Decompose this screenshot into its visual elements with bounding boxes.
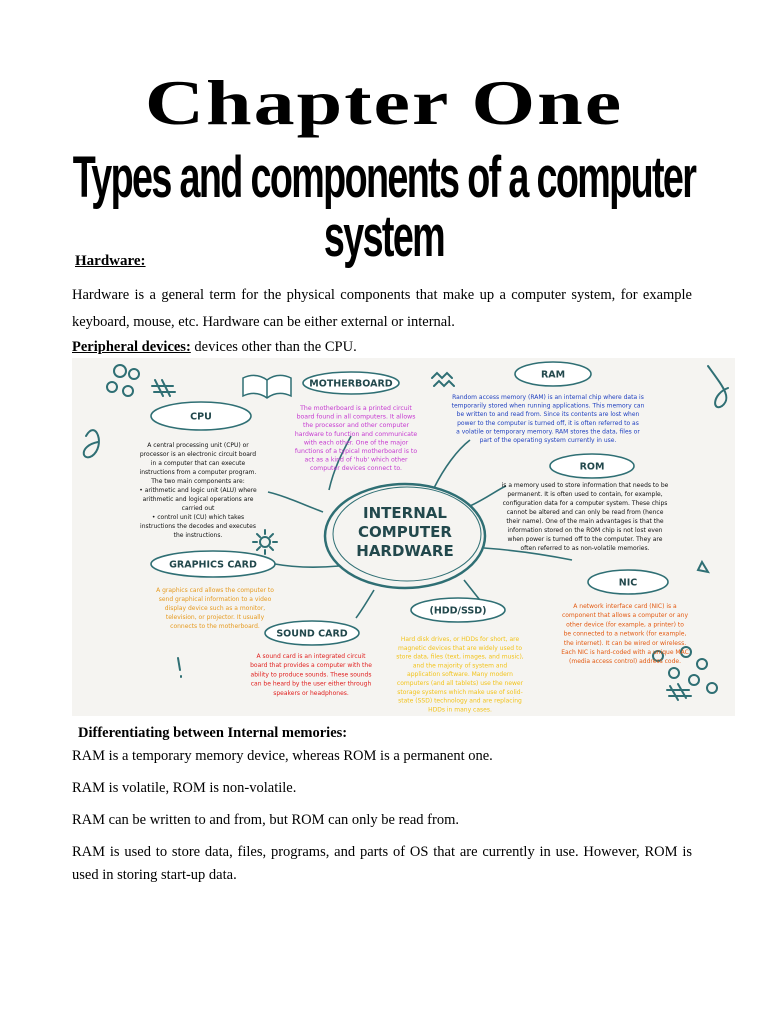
hardware-paragraph: Hardware is a general term for the physical components that make up a computer system, for example keyboard, mouse, etc. Hardware can be either external or internal.: [72, 287, 692, 330]
center-label-line-3: HARDWARE: [356, 542, 454, 560]
sound-node: [250, 621, 372, 697]
peripheral-devices-label: Peripheral devices:: [72, 339, 191, 355]
difference-item-3: RAM can be written to and from, but ROM can only be read from.: [72, 812, 459, 828]
internal-hardware-infographic: [72, 358, 735, 716]
differentiating-heading: Differentiating between Internal memories:: [78, 725, 348, 741]
motherboard-label: MOTHERBOARD: [309, 378, 393, 390]
peripheral-devices-text: devices other than the CPU.: [190, 339, 357, 355]
graphics-node: [151, 551, 275, 630]
graphics-label: GRAPHICS CARD: [169, 559, 257, 571]
difference-item-1: RAM is a temporary memory device, whereas ROM is a permanent one.: [72, 748, 493, 764]
cpu-label: CPU: [190, 411, 212, 423]
center-label-line-2: COMPUTER: [358, 523, 452, 541]
rom-label: ROM: [579, 461, 605, 473]
cpu-node: [139, 402, 257, 539]
storage-description: Hard disk drives, or HDDs for short, are magnetic devices that are widely used to store data, files (text, images, and music), and the majority of system and application software. Many modern computers (and all tablets) use the newer storage systems which make use of solid-state (SSD) technology and are replacing HDDs in many cases.: [396, 636, 524, 714]
sound-description: A sound card is an integrated circuit board that provides a computer with the ability to produce sounds. These sounds can be heard by the user either through speakers or headphones.: [250, 653, 372, 697]
section-subtitle: Types and components of a computer system: [72, 143, 696, 269]
nic-description: A network interface card (NIC) is a component that allows a computer or any other device (for example, a printer) to be connected to a network (for example, the internet). It can be wired or wireless. Each NIC is hard-coded with a unique MAC (media access control) address code.: [561, 603, 689, 666]
peripheral-devices-line: [72, 334, 692, 361]
difference-item-4: RAM is used to store data, files, programs, and parts of OS that are currently in use. However, ROM is used in storing start-up data.: [72, 844, 692, 883]
nic-label: NIC: [618, 577, 638, 589]
hardware-heading: Hardware:: [75, 253, 146, 269]
motherboard-description: The motherboard is a printed circuit board found in all computers. It allows the processor and other computer hardware to function and communicate with each other. One of the major functions of a typical motherboard is to act as a kind of 'hub' which other computer devices connect to.: [294, 405, 418, 473]
rom-description: is a memory used to store information that needs to be permanent. It is often used to contain, for example, configuration data for a computer system. These chips cannot be altered and can only be read from (hence their name). One of the main advantages is that the information stored on the ROM chip is not lost even when power is turned off to the computer. They are often referred to as non-volatile memories.: [501, 482, 669, 552]
chapter-title: Chapter One: [144, 67, 624, 139]
ram-description: Random access memory (RAM) is an internal chip where data is temporarily stored when running applications. This memory can be written to and read from. Since its contents are lost when power to the computer is turned off, it is often referred to as a volatile or temporary memory. RAM stores the data, files or part of the operating system currently in use.: [451, 394, 645, 444]
cpu-description: A central processing unit (CPU) or processor is an electronic circuit board in a computer that can execute instructions from a computer program. The two main components are: • arithmetic and logic unit (ALU) where arithmetic and logical operations are carried out • control unit (CU) which takes instructions the decodes and executes the instructions.: [139, 442, 257, 539]
storage-label: (HDD/SSD): [429, 605, 487, 617]
graphics-description: A graphics card allows the computer to send graphical information to a video display device such as a monitor, television, or projector. It usually connects to the motherboard.: [156, 587, 274, 630]
center-label-line-1: INTERNAL: [363, 504, 447, 522]
sound-label: SOUND CARD: [276, 628, 348, 640]
ram-label: RAM: [540, 369, 566, 381]
differentiating-list: [72, 745, 692, 896]
difference-item-2: RAM is volatile, ROM is non-volatile.: [72, 780, 297, 796]
